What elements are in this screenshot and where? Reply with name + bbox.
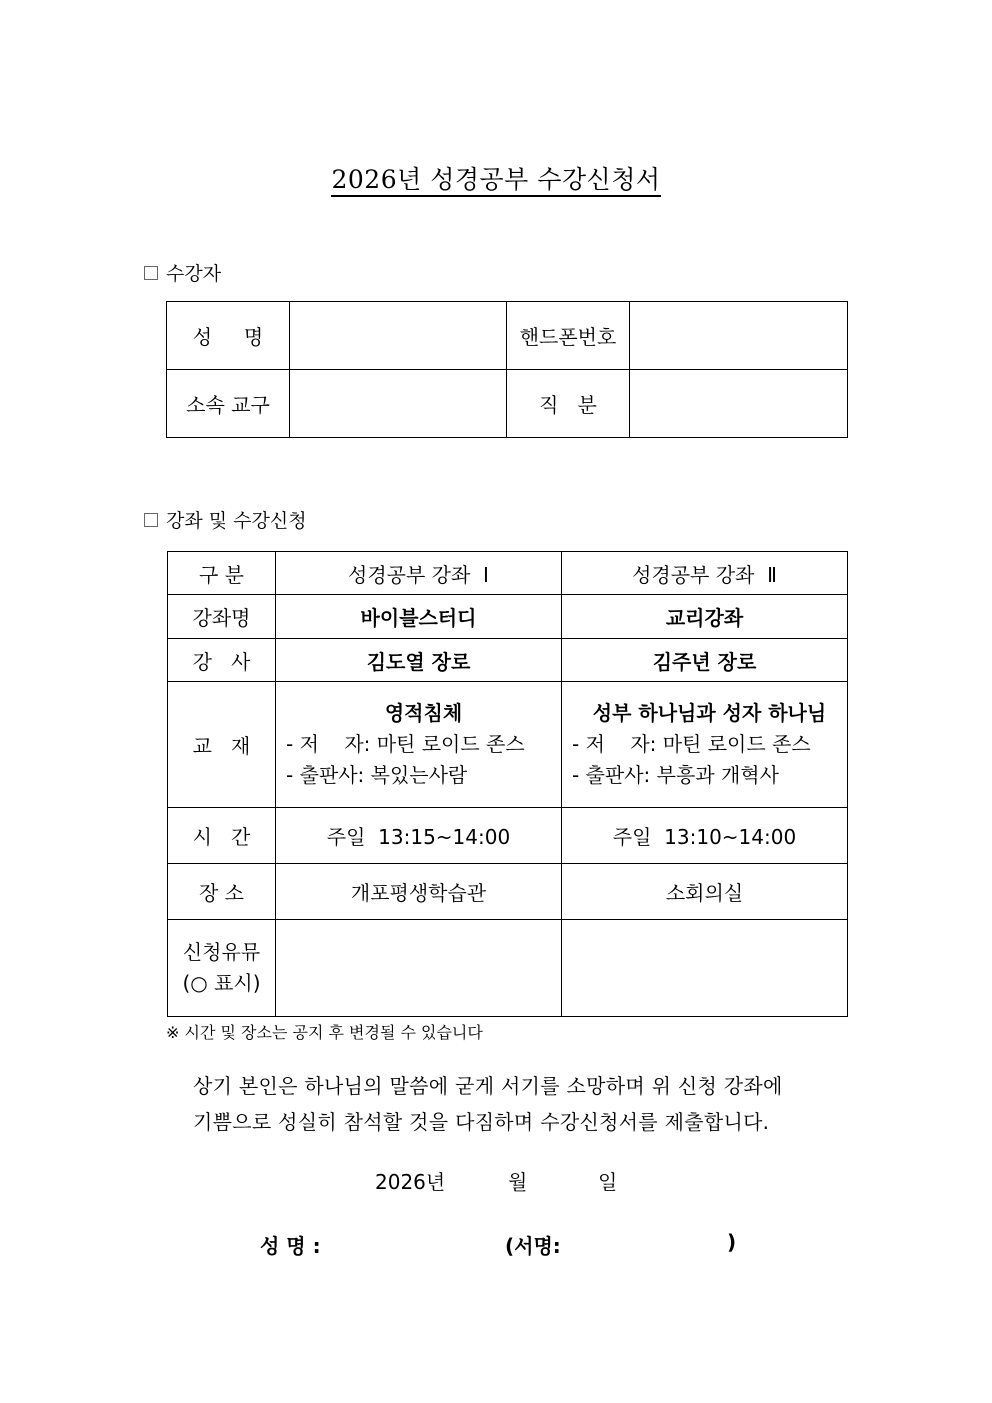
course2-book-title: 성부 하나님과 성자 하나님 xyxy=(592,701,827,725)
course1-book-title: 영적침체 xyxy=(384,701,463,725)
signature-close: ) xyxy=(727,1230,737,1254)
notice-text: ※ 시간 및 장소는 공지 후 변경될 수 있습니다 xyxy=(166,1023,483,1042)
course1-book-author: - 저 자: 마틴 로이드 존스 xyxy=(286,732,525,756)
course-table xyxy=(167,551,848,1017)
course2-book-publisher: - 출판사: 부흥과 개혁사 xyxy=(572,763,779,787)
position-label: 직 분 xyxy=(507,370,630,438)
date-day: 일 xyxy=(598,1170,618,1194)
signature-sign-label: (서명: xyxy=(505,1234,561,1258)
course2-place: 소회의실 xyxy=(562,864,848,920)
apply-label xyxy=(168,920,276,1017)
form-title-text: 2026년 성경공부 수강신청서 xyxy=(331,165,660,197)
district-label: 소속 교구 xyxy=(167,370,290,438)
date-month: 월 xyxy=(508,1170,528,1194)
course1-time: 주일 13:15~14:00 xyxy=(276,808,562,864)
table-row xyxy=(168,552,848,595)
time-label: 시 간 xyxy=(168,808,276,864)
name-field[interactable] xyxy=(290,302,507,370)
place-label: 장 소 xyxy=(168,864,276,920)
apply-label-line2: (○ 표시) xyxy=(182,971,261,995)
district-field[interactable] xyxy=(290,370,507,438)
course1-place: 개포평생학습관 xyxy=(276,864,562,920)
course1-name: 바이블스터디 xyxy=(276,595,562,639)
pledge-line1: 상기 본인은 하나님의 말씀에 굳게 서기를 소망하며 위 신청 강좌에 xyxy=(193,1074,783,1098)
name-label: 성 명 xyxy=(167,302,290,370)
section-applicant-heading xyxy=(144,259,221,286)
course-name-label: 강좌명 xyxy=(168,595,276,639)
course2-textbook xyxy=(562,682,848,808)
table-row xyxy=(168,920,848,1017)
section-applicant-label: 수강자 xyxy=(166,263,222,285)
table-row xyxy=(168,808,848,864)
table-row xyxy=(168,639,848,682)
course1-book-publisher: - 출판사: 복있는사람 xyxy=(286,763,468,787)
instructor-label: 강 사 xyxy=(168,639,276,682)
pledge-text xyxy=(193,1068,783,1140)
table-row xyxy=(168,595,848,639)
table-row xyxy=(168,682,848,808)
course2-instructor: 김주년 장로 xyxy=(562,639,848,682)
date-year: 2026년 xyxy=(375,1170,446,1194)
course2-header: 성경공부 강좌 Ⅱ xyxy=(562,552,848,595)
course1-apply-field[interactable] xyxy=(276,920,562,1017)
course1-instructor: 김도열 장로 xyxy=(276,639,562,682)
position-field[interactable] xyxy=(630,370,848,438)
pledge-line2: 기쁨으로 성실히 참석할 것을 다짐하며 수강신청서를 제출합니다. xyxy=(193,1110,770,1134)
table-row xyxy=(167,302,848,370)
phone-field[interactable] xyxy=(630,302,848,370)
square-bullet-icon xyxy=(144,513,158,527)
applicant-table xyxy=(166,301,848,438)
table-row xyxy=(167,370,848,438)
textbook-label: 교 재 xyxy=(168,682,276,808)
section-course-label: 강좌 및 수강신청 xyxy=(166,510,307,532)
course1-textbook xyxy=(276,682,562,808)
signature-name-label: 성 명 : xyxy=(260,1234,321,1258)
course2-time: 주일 13:10~14:00 xyxy=(562,808,848,864)
category-label: 구 분 xyxy=(168,552,276,595)
table-row xyxy=(168,864,848,920)
square-bullet-icon xyxy=(144,266,158,280)
course1-header: 성경공부 강좌 Ⅰ xyxy=(276,552,562,595)
course2-apply-field[interactable] xyxy=(562,920,848,1017)
course2-book-author: - 저 자: 마틴 로이드 존스 xyxy=(572,732,811,756)
form-title xyxy=(0,160,992,196)
phone-label: 핸드폰번호 xyxy=(507,302,630,370)
section-course-heading xyxy=(144,506,307,533)
course2-name: 교리강좌 xyxy=(562,595,848,639)
apply-label-line1: 신청유뮤 xyxy=(182,940,261,964)
